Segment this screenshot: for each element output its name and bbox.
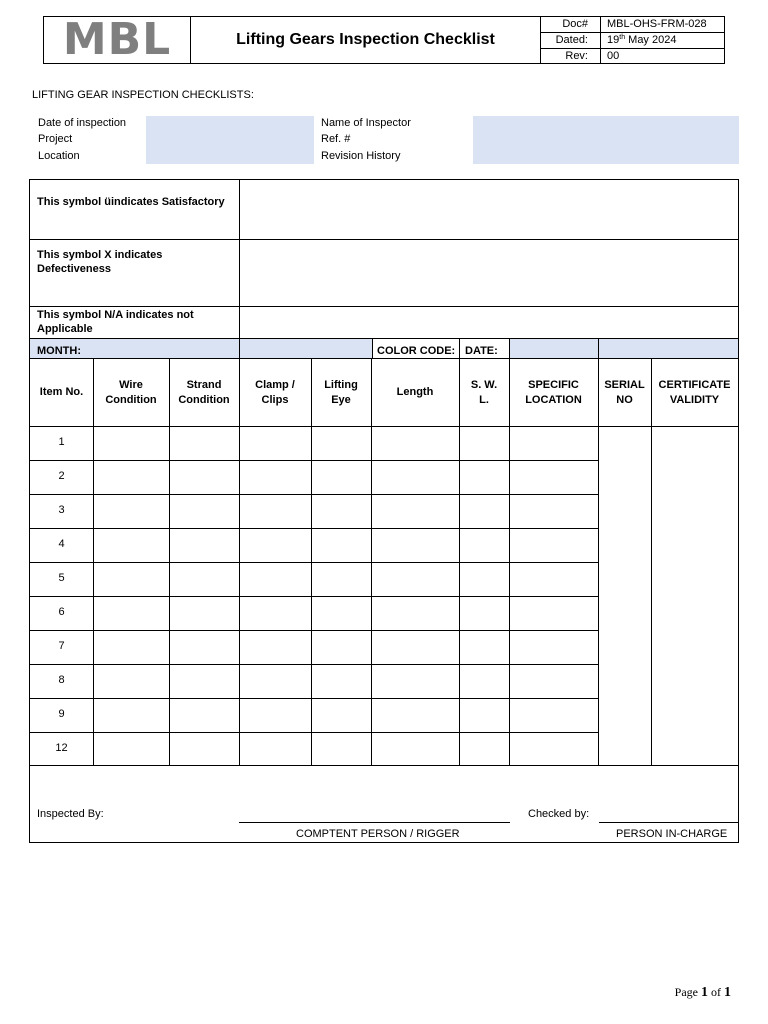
of-word: of: [711, 985, 721, 999]
line-h: [30, 630, 598, 631]
meta-row-rev: [540, 48, 725, 63]
dated-rest: May 2024: [625, 34, 677, 47]
doc-label: Doc#: [541, 17, 601, 32]
row-number: 2: [58, 470, 65, 482]
line-h: [30, 460, 598, 461]
col-header-length: Length: [396, 386, 434, 398]
row-number: 7: [58, 640, 65, 652]
line-h: [30, 338, 738, 339]
dated-label: Dated:: [541, 33, 601, 47]
inspection-table: [29, 179, 739, 766]
row-number: 5: [58, 572, 65, 584]
col-header-clamp-clips: Clamp / Clips: [255, 378, 295, 406]
person-in-charge-label: PERSON IN-CHARGE: [616, 828, 728, 840]
revision-history-label: Revision History: [321, 150, 401, 162]
col-header-item-no: Item No.: [39, 386, 84, 398]
inspected-by-line: [239, 822, 510, 823]
ref-label: Ref. #: [321, 133, 351, 145]
rev-label: Rev:: [541, 49, 601, 63]
row-number: 9: [58, 708, 65, 720]
line-h: [30, 528, 598, 529]
line-h: [30, 596, 598, 597]
line-h: [30, 732, 598, 733]
inspected-by-label: Inspected By:: [37, 808, 104, 820]
line-h: [30, 239, 738, 240]
signature-section: [29, 765, 739, 843]
row-number: 4: [58, 538, 65, 550]
line-v: [598, 338, 599, 358]
legend-satisfactory: This symbol üindicates Satisfactory: [37, 196, 225, 208]
document-title: Lifting Gears Inspection Checklist: [236, 31, 495, 48]
checked-by-label: Checked by:: [528, 808, 590, 820]
info-input-right[interactable]: [473, 116, 739, 164]
color-code-label: COLOR CODE:: [377, 345, 456, 357]
line-h: [30, 494, 598, 495]
dated-suffix: th: [619, 34, 626, 42]
legend-defective: This symbol X indicates Defectiveness: [37, 249, 163, 275]
dated-value: [601, 33, 725, 47]
col-header-specific-location: SPECIFIC LOCATION: [525, 378, 582, 406]
row-number: 6: [58, 606, 65, 618]
col-header-lifting-eye: Lifting Eye: [324, 378, 358, 406]
col-header-serial-no: SERIAL NO: [604, 378, 645, 406]
rev-value: 00: [607, 49, 620, 62]
line-v: [459, 338, 460, 358]
row-number: 3: [58, 504, 65, 516]
row-number: 8: [58, 674, 65, 686]
logo-cell: [44, 14, 191, 65]
competent-person-label: COMPTENT PERSON / RIGGER: [296, 828, 460, 840]
page-number: 1: [701, 985, 708, 1000]
month-label: MONTH:: [37, 345, 81, 357]
col-header-strand-condition: Strand Condition: [178, 378, 230, 406]
line-h: [30, 426, 738, 427]
row-number: 1: [58, 436, 65, 448]
section-heading: LIFTING GEAR INSPECTION CHECKLISTS:: [32, 89, 254, 101]
page-word: Page: [674, 985, 698, 999]
project-label: Project: [38, 133, 73, 145]
row-number: 12: [55, 742, 68, 754]
dated-day: 19: [607, 34, 620, 47]
line-h: [30, 306, 738, 307]
doc-value: MBL-OHS-FRM-028: [607, 18, 707, 30]
name-of-inspector-label: Name of Inspector: [321, 117, 411, 129]
col-header-swl: S. W. L.: [470, 378, 498, 406]
line-v: [509, 338, 510, 358]
document-meta: [540, 17, 725, 63]
line-h: [30, 664, 598, 665]
page-total: 1: [724, 985, 731, 1000]
line-h: [30, 698, 598, 699]
col-header-wire-condition: Wire Condition: [105, 378, 157, 406]
location-label: Location: [38, 150, 80, 162]
page-footer: [675, 985, 731, 1001]
col-header-certificate-validity: CERTIFICATE VALIDITY: [658, 378, 731, 406]
line-v: [239, 180, 240, 358]
info-input-left[interactable]: [146, 116, 314, 164]
date-of-inspection-label: Date of inspection: [38, 117, 127, 129]
checked-by-line: [599, 822, 739, 823]
line-h: [30, 562, 598, 563]
meta-row-dated: [540, 32, 725, 47]
date-label: DATE:: [465, 345, 498, 357]
company-logo: MBL: [62, 14, 172, 65]
document-header: [43, 16, 725, 64]
line-v: [372, 338, 373, 358]
meta-row-doc: [540, 17, 725, 32]
legend-na: This symbol N/A indicates not Applicable: [37, 309, 194, 335]
